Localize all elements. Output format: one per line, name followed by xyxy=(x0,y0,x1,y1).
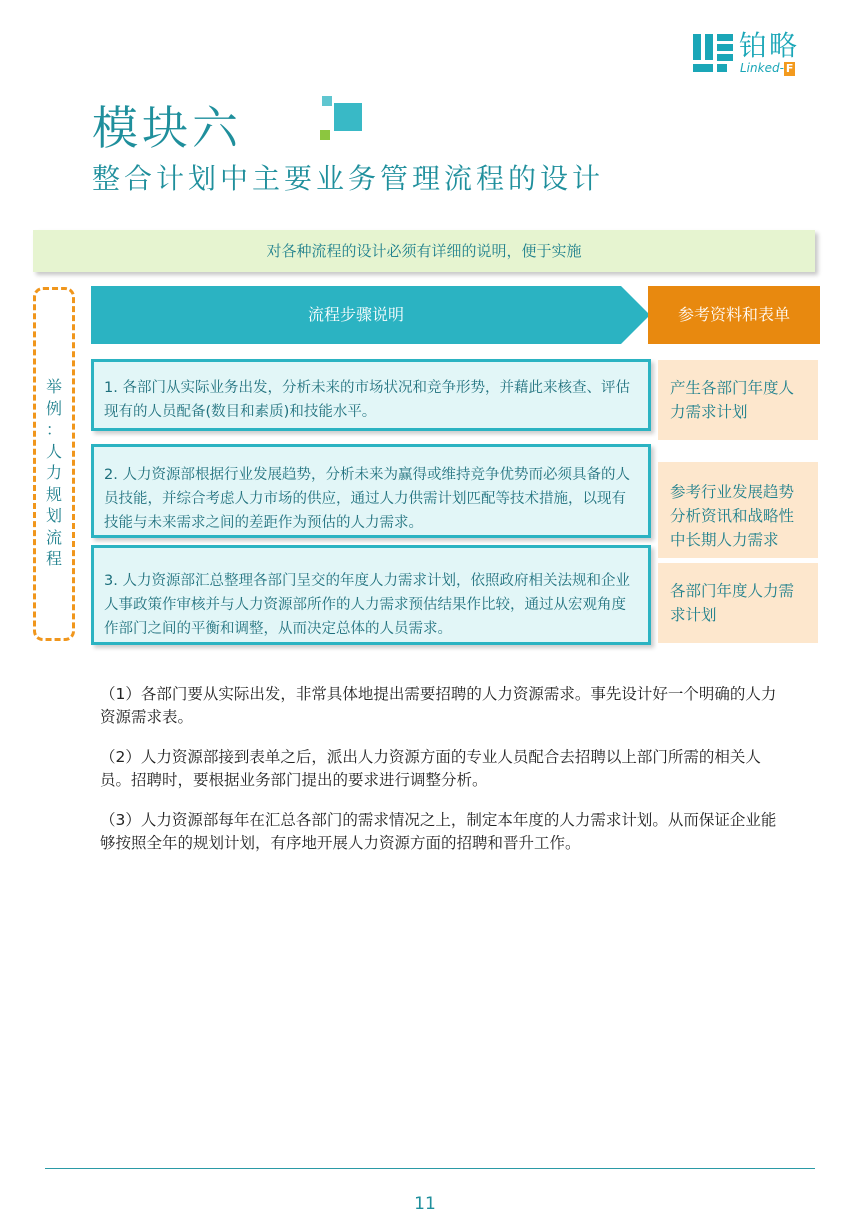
brand-logo xyxy=(693,30,813,76)
page-number: 11 xyxy=(414,1194,436,1214)
logo-cn-text: 铂略 xyxy=(739,29,800,62)
deco-square-green xyxy=(320,130,330,140)
paragraph-1: （1）各部门要从实际出发，非常具体地提出需要招聘的人力资源需求。事先设计好一个明确的人力资源需求表。 xyxy=(100,685,777,726)
reference-item-2: 参考行业发展趋势分析资讯和战略性中长期人力需求 xyxy=(658,462,818,558)
deco-square-teal-small xyxy=(322,96,332,106)
logo-en-mark: F xyxy=(785,62,794,75)
side-char: 力 xyxy=(45,463,62,482)
reference-item-3: 各部门年度人力需求计划 xyxy=(658,563,818,643)
paragraph-2: （2）人力资源部接到表单之后，派出人力资源方面的专业人员配合去招聘以上部门所需的相关人员。招聘时，要根据业务部门提出的要求进行调整分析。 xyxy=(100,748,761,789)
module-title: 模块六 xyxy=(92,101,242,155)
side-char: 程 xyxy=(45,549,62,568)
example-side-label xyxy=(36,376,72,570)
paragraph-3: （3）人力资源部每年在汇总各部门的需求情况之上，制定本年度的人力需求计划。从而保证企业能够按照全年的规划计划，有序地开展人力资源方面的招聘和晋升工作。 xyxy=(100,811,777,852)
flow-step-1: 1. 各部门从实际业务出发，分析未来的市场状况和竞争形势，并藉此来核查、评估现有的人员配备(数目和素质)和技能水平。 xyxy=(91,359,651,431)
side-char: 例 xyxy=(45,398,62,418)
flow-step-3: 3. 人力资源部汇总整理各部门呈交的年度人力需求计划，依照政府相关法规和企业人事政策作审核并与人力资源部所作的人力需求预估结果作比较，通过从宏观角度作部门之间的平衡和调整，从而决定总体的人员需求。 xyxy=(91,545,651,645)
deco-square-teal xyxy=(334,103,362,131)
footer-divider xyxy=(45,1168,815,1169)
reference-item-1: 产生各部门年度人力需求计划 xyxy=(658,360,818,440)
side-char: 举 xyxy=(45,377,62,396)
flow-steps-header-label: 流程步骤说明 xyxy=(307,305,404,324)
logo-en-word: Linked- xyxy=(740,61,784,75)
side-char: 划 xyxy=(45,506,62,525)
reference-header: 参考资料和表单 xyxy=(648,286,820,344)
example-side-box xyxy=(33,287,75,641)
instruction-banner: 对各种流程的设计必须有详细的说明，便于实施 xyxy=(33,230,815,272)
flow-step-2: 2. 人力资源部根据行业发展趋势，分析未来为赢得或维持竞争优势而必须具备的人员技能，并综合考虑人力市场的供应，通过人力供需计划匹配等技术措施，以现有技能与未来需求之间的差距作为预估的人力需求。 xyxy=(91,444,651,538)
logo-mark-icon xyxy=(693,34,733,72)
side-char: 流 xyxy=(45,527,62,547)
side-char: 人 xyxy=(45,441,62,461)
module-subtitle: 整合计划中主要业务管理流程的设计 xyxy=(92,162,605,195)
side-char: ： xyxy=(45,420,62,439)
side-char: 规 xyxy=(45,484,62,504)
logo-en-text xyxy=(740,61,795,76)
flow-steps-header xyxy=(91,286,651,344)
